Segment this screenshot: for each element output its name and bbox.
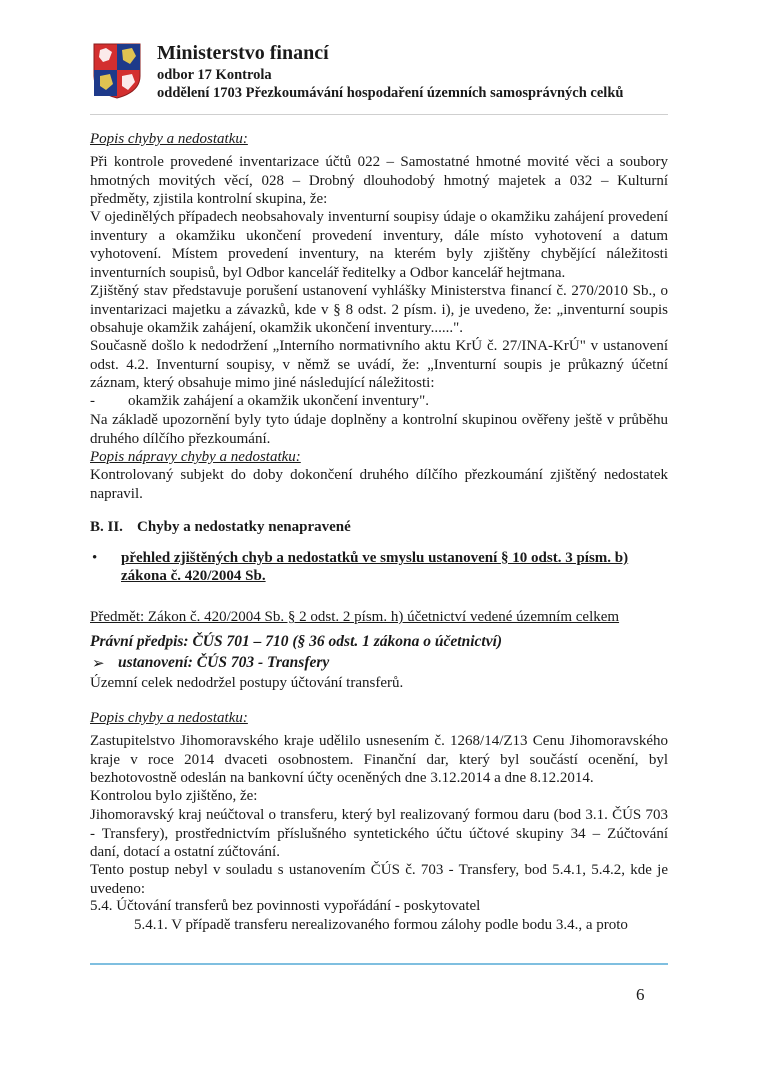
header-title: Ministerstvo financí (157, 42, 329, 64)
defect-paragraph-5: Na základě upozornění byly tyto údaje doplněny a kontrolní skupinou ověřeny ještě v průběhu druhého dílčího přezkoumání. (90, 412, 668, 447)
remedy-paragraph: Kontrolovaný subjekt do doby dokončení druhého dílčího přezkoumání zjištěný nedostatek napravil. (90, 467, 668, 502)
section-number: B. II. (90, 519, 123, 535)
standard-point-5-4-1: 5.4.1. V případě transferu nerealizovaného formou zálohy podle bodu 3.4., a proto (134, 917, 628, 933)
finding-paragraph-4: Tento postup nebyl v souladu s ustanovením ČÚS č. 703 - Transfery, bod 5.4.1, 5.4.2, kde je uvedeno: (90, 862, 668, 897)
finding-paragraph-1: Zastupitelstvo Jihomoravského kraje udělilo usnesením č. 1268/14/Z13 Cenu Jihomoravského kraje v roce 2014 dvaceti osobnostem. Finanční dar, který byl součástí ocenění, byl bezhotovostně odeslán na bankovní účty oceněných dne 3.12.2014 a dne 8.12.2014. (90, 733, 668, 786)
legal-regulation: Právní předpis: ČÚS 701 – 710 (§ 36 odst. 1 zákona o účetnictví) (90, 633, 503, 650)
legal-provision: ustanovení: ČÚS 703 - Transfery (118, 654, 330, 671)
bullet-line-1: přehled zjištěných chyb a nedostatků ve smyslu ustanovení § 10 odst. 3 písm. b) (121, 550, 629, 566)
finding-paragraph-2: Kontrolou bylo zjištěno, že: (90, 788, 258, 804)
remedy-heading: Popis nápravy chyby a nedostatku: (90, 449, 301, 465)
header-department: odbor 17 Kontrola (157, 67, 272, 83)
dash-marker: - (90, 393, 95, 409)
legal-statement: Územní celek nedodržel postupy účtování transferů. (90, 675, 404, 691)
page-number: 6 (636, 985, 645, 1004)
defect-heading-2: Popis chyby a nedostatku: (90, 710, 248, 726)
standard-point-5-4: 5.4. Účtování transferů bez povinnosti vypořádání - poskytovatel (90, 898, 481, 914)
dash-item: okamžik zahájení a okamžik ukončení inventury". (128, 393, 430, 409)
defect-paragraph-1: Při kontrole provedené inventarizace účtů 022 – Samostatné hmotné movité věci a soubory hmotných movitých věcí, 028 – Drobný dlouhodobý hmotný majetek a 032 – Kulturní předměty, zjistila kontrolní skupina, že: (90, 154, 668, 207)
section-title: Chyby a nedostatky nenapravené (137, 519, 351, 535)
bullet-line-2: zákona č. 420/2004 Sb. (121, 568, 266, 584)
header-divider (90, 114, 668, 115)
arrow-marker: ➢ (92, 656, 105, 672)
header-unit: oddělení 1703 Přezkoumávání hospodaření územních samosprávných celků (157, 85, 624, 101)
defect-heading: Popis chyby a nedostatku: (90, 131, 248, 147)
footer-divider (90, 963, 668, 965)
finding-paragraph-3: Jihomoravský kraj neúčtoval o transferu, který byl realizovaný formou daru (bod 3.1. ČÚS 703 - Transfery), prostřednictvím příslušného syntetického účtu účtové skupiny 34 – Zúčtování daní, dotací a ostatní zúčtování. (90, 807, 668, 860)
subject-line: Předmět: Zákon č. 420/2004 Sb. § 2 odst. 2 písm. h) účetnictví vedené územním celkem (90, 609, 620, 625)
defect-paragraph-2: V ojedinělých případech neobsahovaly inventurní soupisy údaje o okamžiku zahájení provedení inventury a okamžiku ukončení provedení inventury, dále místo vyhotovení a datum vyhotovení. Místem provedení inventury, na kterém byly zjištěny chybějící náležitosti inventurních soupisů, byl Odbor kancelář ředitelky a Odbor kancelář hejtmana. (90, 209, 668, 281)
defect-paragraph-4: Současně došlo k nedodržení „Interního normativního aktu KrÚ č. 27/INA-KrÚ" v ustanovení odst. 4.2. Inventurní soupisy, v němž se uvádí, že: „Inventurní soupis je průkazný účetní záznam, který obsahuje mimo jiné následující náležitosti: (90, 338, 668, 391)
defect-paragraph-3: Zjištěný stav představuje porušení ustanovení vyhlášky Ministerstva financí č. 270/2010 Sb., o inventarizaci majetku a závazků, kde v § 8 odst. 2 písm. i), je uvedeno, že: „inventurní soupis obsahuje okamžik zahájení, okamžik ukončení inventury......". (90, 283, 668, 336)
bullet-marker: • (92, 550, 98, 566)
ministry-emblem (92, 42, 142, 100)
